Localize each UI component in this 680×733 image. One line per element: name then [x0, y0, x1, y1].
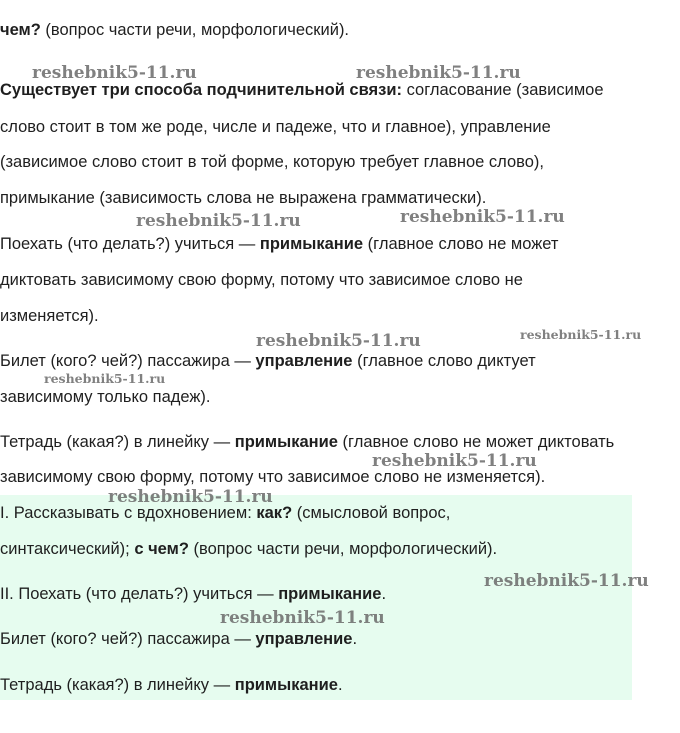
plain-text: Тетрадь (какая?) в линейку — — [0, 676, 235, 694]
watermark: reshebnik5-11.ru — [44, 371, 166, 386]
plain-text: Билет (кого? чей?) пассажира — — [0, 352, 256, 370]
plain-text: (смысловой вопрос, — [292, 504, 451, 522]
plain-text: синтаксический); — [0, 540, 135, 558]
text-line-10: зависимому только падеж). — [0, 388, 211, 406]
watermark: reshebnik5-11.ru — [256, 331, 421, 351]
bold-term: примыкание — [259, 235, 364, 253]
bold-term: управление — [255, 630, 353, 648]
bold-term: примыкание — [234, 433, 338, 451]
watermark: reshebnik5-11.ru — [372, 451, 537, 471]
watermark: reshebnik5-11.ru — [484, 571, 649, 591]
plain-text: Тетрадь (какая?) в линейку — — [0, 433, 235, 451]
text-line-7: диктовать зависимому свою форму, потому что зависимое слово не — [0, 271, 523, 289]
plain-text: . — [337, 676, 343, 694]
text-line-1 — [0, 20, 349, 40]
plain-text: Поехать (что делать?) учиться — — [0, 235, 260, 253]
watermark: reshebnik5-11.ru — [136, 211, 301, 231]
bold-term: с чем? — [134, 540, 189, 558]
plain-text: Билет (кого? чей?) пассажира — — [0, 630, 256, 648]
plain-text: (вопрос части речи, морфологический). — [40, 21, 350, 39]
watermark: reshebnik5-11.ru — [220, 608, 385, 628]
text-line-2 — [0, 80, 604, 100]
text-line-11 — [0, 432, 614, 452]
answer-line-5 — [0, 675, 343, 695]
plain-text: согласование (зависимое — [402, 81, 604, 99]
text-line-4: (зависимое слово стоит в той форме, которую требует главное слово), — [0, 153, 544, 171]
plain-text: . — [381, 585, 387, 603]
bold-term: примыкание — [278, 585, 382, 603]
bold-term: управление — [255, 352, 353, 370]
text-line-8: изменяется). — [0, 307, 99, 325]
plain-text: II. Поехать (что делать?) учиться — — [0, 585, 279, 603]
plain-text: (главное слово диктует — [352, 352, 536, 370]
plain-text: (главное слово не может — [363, 235, 559, 253]
plain-text: (главное слово не может диктовать — [337, 433, 615, 451]
watermark: reshebnik5-11.ru — [400, 207, 565, 227]
text-line-5: примыкание (зависимость слова не выражена грамматически). — [0, 189, 487, 207]
bold-term: чем? — [0, 21, 41, 39]
watermark: reshebnik5-11.ru — [520, 327, 642, 342]
watermark: reshebnik5-11.ru — [32, 63, 197, 83]
text-line-3: слово стоит в том же роде, числе и падеже, что и главное), управление — [0, 118, 551, 136]
answer-line-4 — [0, 629, 357, 649]
text-line-9 — [0, 351, 536, 371]
bold-term: примыкание — [234, 676, 338, 694]
plain-text: (вопрос части речи, морфологический). — [188, 540, 498, 558]
text-line-12: зависимому свою форму, потому что зависимое слово не изменяется). — [0, 468, 546, 486]
watermark: reshebnik5-11.ru — [108, 487, 273, 507]
answer-line-3 — [0, 584, 386, 604]
plain-text: . — [352, 630, 358, 648]
watermark: reshebnik5-11.ru — [356, 63, 521, 83]
answer-line-2 — [0, 539, 497, 559]
plain-text: I. Рассказывать с вдохновением: — [0, 504, 257, 522]
bold-term: Существует три способа подчинительной связи: — [0, 81, 403, 99]
bold-term: как? — [256, 504, 293, 522]
text-line-6 — [0, 234, 558, 254]
